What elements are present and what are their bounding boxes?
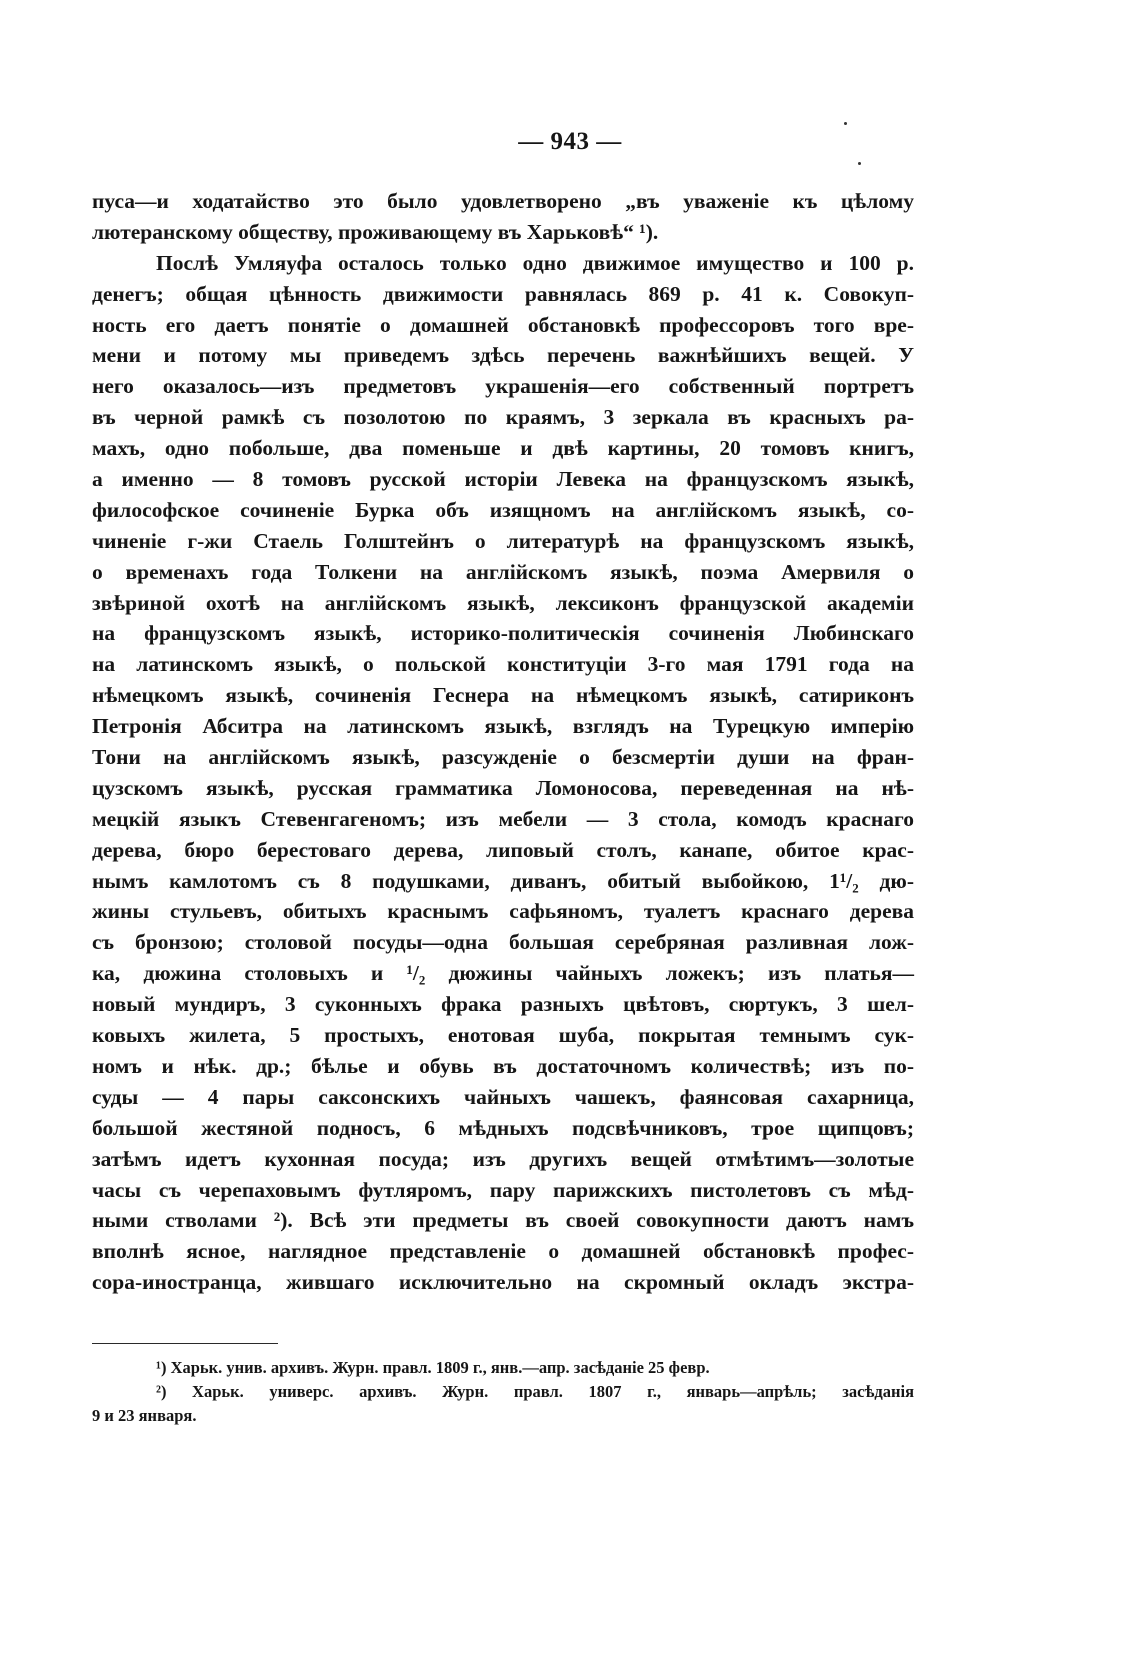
text-line: мени и потому мы приведемъ здѣсь перечень важнѣйшихъ вещей. У	[92, 343, 914, 368]
text-line: него оказалось—изъ предметовъ украшенія—его собственный портретъ	[92, 374, 914, 399]
text-line: чиненіе г-жи Стаель Голштейнъ о литературѣ на французскомъ языкѣ,	[92, 528, 914, 553]
text-line: дерева, бюро берестоваго дерева, липовый столъ, канапе, обитое крас-	[92, 837, 914, 862]
text-line: цузскомъ языкѣ, русская грамматика Ломоносова, переведенная на нѣ-	[92, 775, 914, 800]
footnotes	[92, 1356, 914, 1428]
text-line: вполнѣ ясное, наглядное представленіе о домашней обстановкѣ профес-	[92, 1239, 914, 1264]
text-line: ка, дюжина столовыхъ и ¹/₂ дюжины чайныхъ ложекъ; изъ платья—	[92, 961, 914, 986]
text-line: ность его даетъ понятіе о домашней обстановкѣ профессоровъ того вре-	[92, 312, 914, 337]
text-line: ковыхъ жилета, 5 простыхъ, енотовая шуба, покрытая темнымъ сук-	[92, 1023, 914, 1048]
text-line: нымъ камлотомъ съ 8 подушками, диванъ, обитый выбойкою, 1¹/₂ дю-	[92, 868, 914, 893]
text-line: нѣмецкомъ языкѣ, сочиненія Геснера на нѣмецкомъ языкѣ, сатириконъ	[92, 683, 914, 708]
footnote-divider	[92, 1343, 278, 1344]
text-line: мецкій языкъ Стевенгагеномъ; изъ мебели — 3 стола, комодъ краснаго	[92, 806, 914, 831]
text-line: пуса—и ходатайство это было удовлетворено „въ уваженіе къ цѣлому	[92, 189, 914, 213]
text-line: новый мундиръ, 3 суконныхъ фрака разныхъ цвѣтовъ, сюртукъ, 3 шел-	[92, 992, 914, 1017]
text-line: сора-иностранца, жившаго исключительно на скромный окладъ экстра-	[92, 1270, 914, 1295]
text-line: ными стволами ²). Всѣ эти предметы въ своей совокупности даютъ намъ	[92, 1208, 914, 1233]
text-line: суды — 4 пары саксонскихъ чайныхъ чашекъ, фаянсовая сахарница,	[92, 1084, 914, 1109]
paragraph-start-line: Послѣ Умляуфа осталось только одно движимое имущество и 100 р.	[156, 250, 914, 275]
text-line: часы съ черепаховымъ футляромъ, пару парижскихъ пистолетовъ съ мѣд-	[92, 1177, 914, 1202]
print-speck	[858, 162, 861, 165]
footnote-2: ²) Харьк. универс. архивъ. Журн. правл. 1807 г., январь—апрѣль; засѣданія	[156, 1382, 914, 1401]
text-line: денегъ; общая цѣнность движимости равнялась 869 р. 41 к. Совокуп-	[92, 281, 914, 306]
footnote-1: ¹) Харьк. унив. архивъ. Журн. правл. 1809 г., янв.—апр. засѣданіе 25 февр.	[156, 1358, 710, 1377]
print-speck	[844, 122, 847, 125]
text-line: въ черной рамкѣ съ позолотою по краямъ, 3 зеркала въ красныхъ ра-	[92, 405, 914, 430]
body-text	[92, 186, 914, 1298]
text-line: на французскомъ языкѣ, историко-политическія сочиненія Любинскаго	[92, 621, 914, 646]
text-line: на латинскомъ языкѣ, о польской конституціи 3-го мая 1791 года на	[92, 652, 914, 677]
text-line: Тони на англійскомъ языкѣ, разсужденіе о безсмертіи души на фран-	[92, 745, 914, 770]
text-line: Петронія Абситра на латинскомъ языкѣ, взглядъ на Турецкую имперію	[92, 714, 914, 739]
text-line: номъ и нѣк. др.; бѣлье и обувь въ достаточномъ количествѣ; изъ по-	[92, 1053, 914, 1078]
text-line: а именно — 8 томовъ русской исторіи Левека на французскомъ языкѣ,	[92, 467, 914, 492]
text-line: большой жестяной подносъ, 6 мѣдныхъ подсвѣчниковъ, трое щипцовъ;	[92, 1115, 914, 1140]
text-line: лютеранскому обществу, проживающему въ Харьковѣ“ ¹).	[92, 219, 659, 244]
text-line: махъ, одно побольше, два поменьше и двѣ картины, 20 томовъ книгъ,	[92, 436, 914, 461]
page-number: — 943 —	[518, 128, 622, 155]
text-line: о временахъ года Толкени на англійскомъ языкѣ, поэма Амервиля о	[92, 559, 914, 584]
text-line: философское сочиненіе Бурка объ изящномъ на англійскомъ языкѣ, со-	[92, 497, 914, 522]
text-line: жины стульевъ, обитыхъ краснымъ сафьяномъ, туалетъ краснаго дерева	[92, 899, 914, 924]
text-line: звѣриной охотѣ на англійскомъ языкѣ, лексиконъ французской академіи	[92, 590, 914, 615]
footnote-2-continuation: 9 и 23 января.	[92, 1406, 197, 1425]
text-line: съ бронзою; столовой посуды—одна большая серебряная разливная лож-	[92, 930, 914, 955]
text-line: затѣмъ идетъ кухонная посуда; изъ другихъ вещей отмѣтимъ—золотые	[92, 1146, 914, 1171]
